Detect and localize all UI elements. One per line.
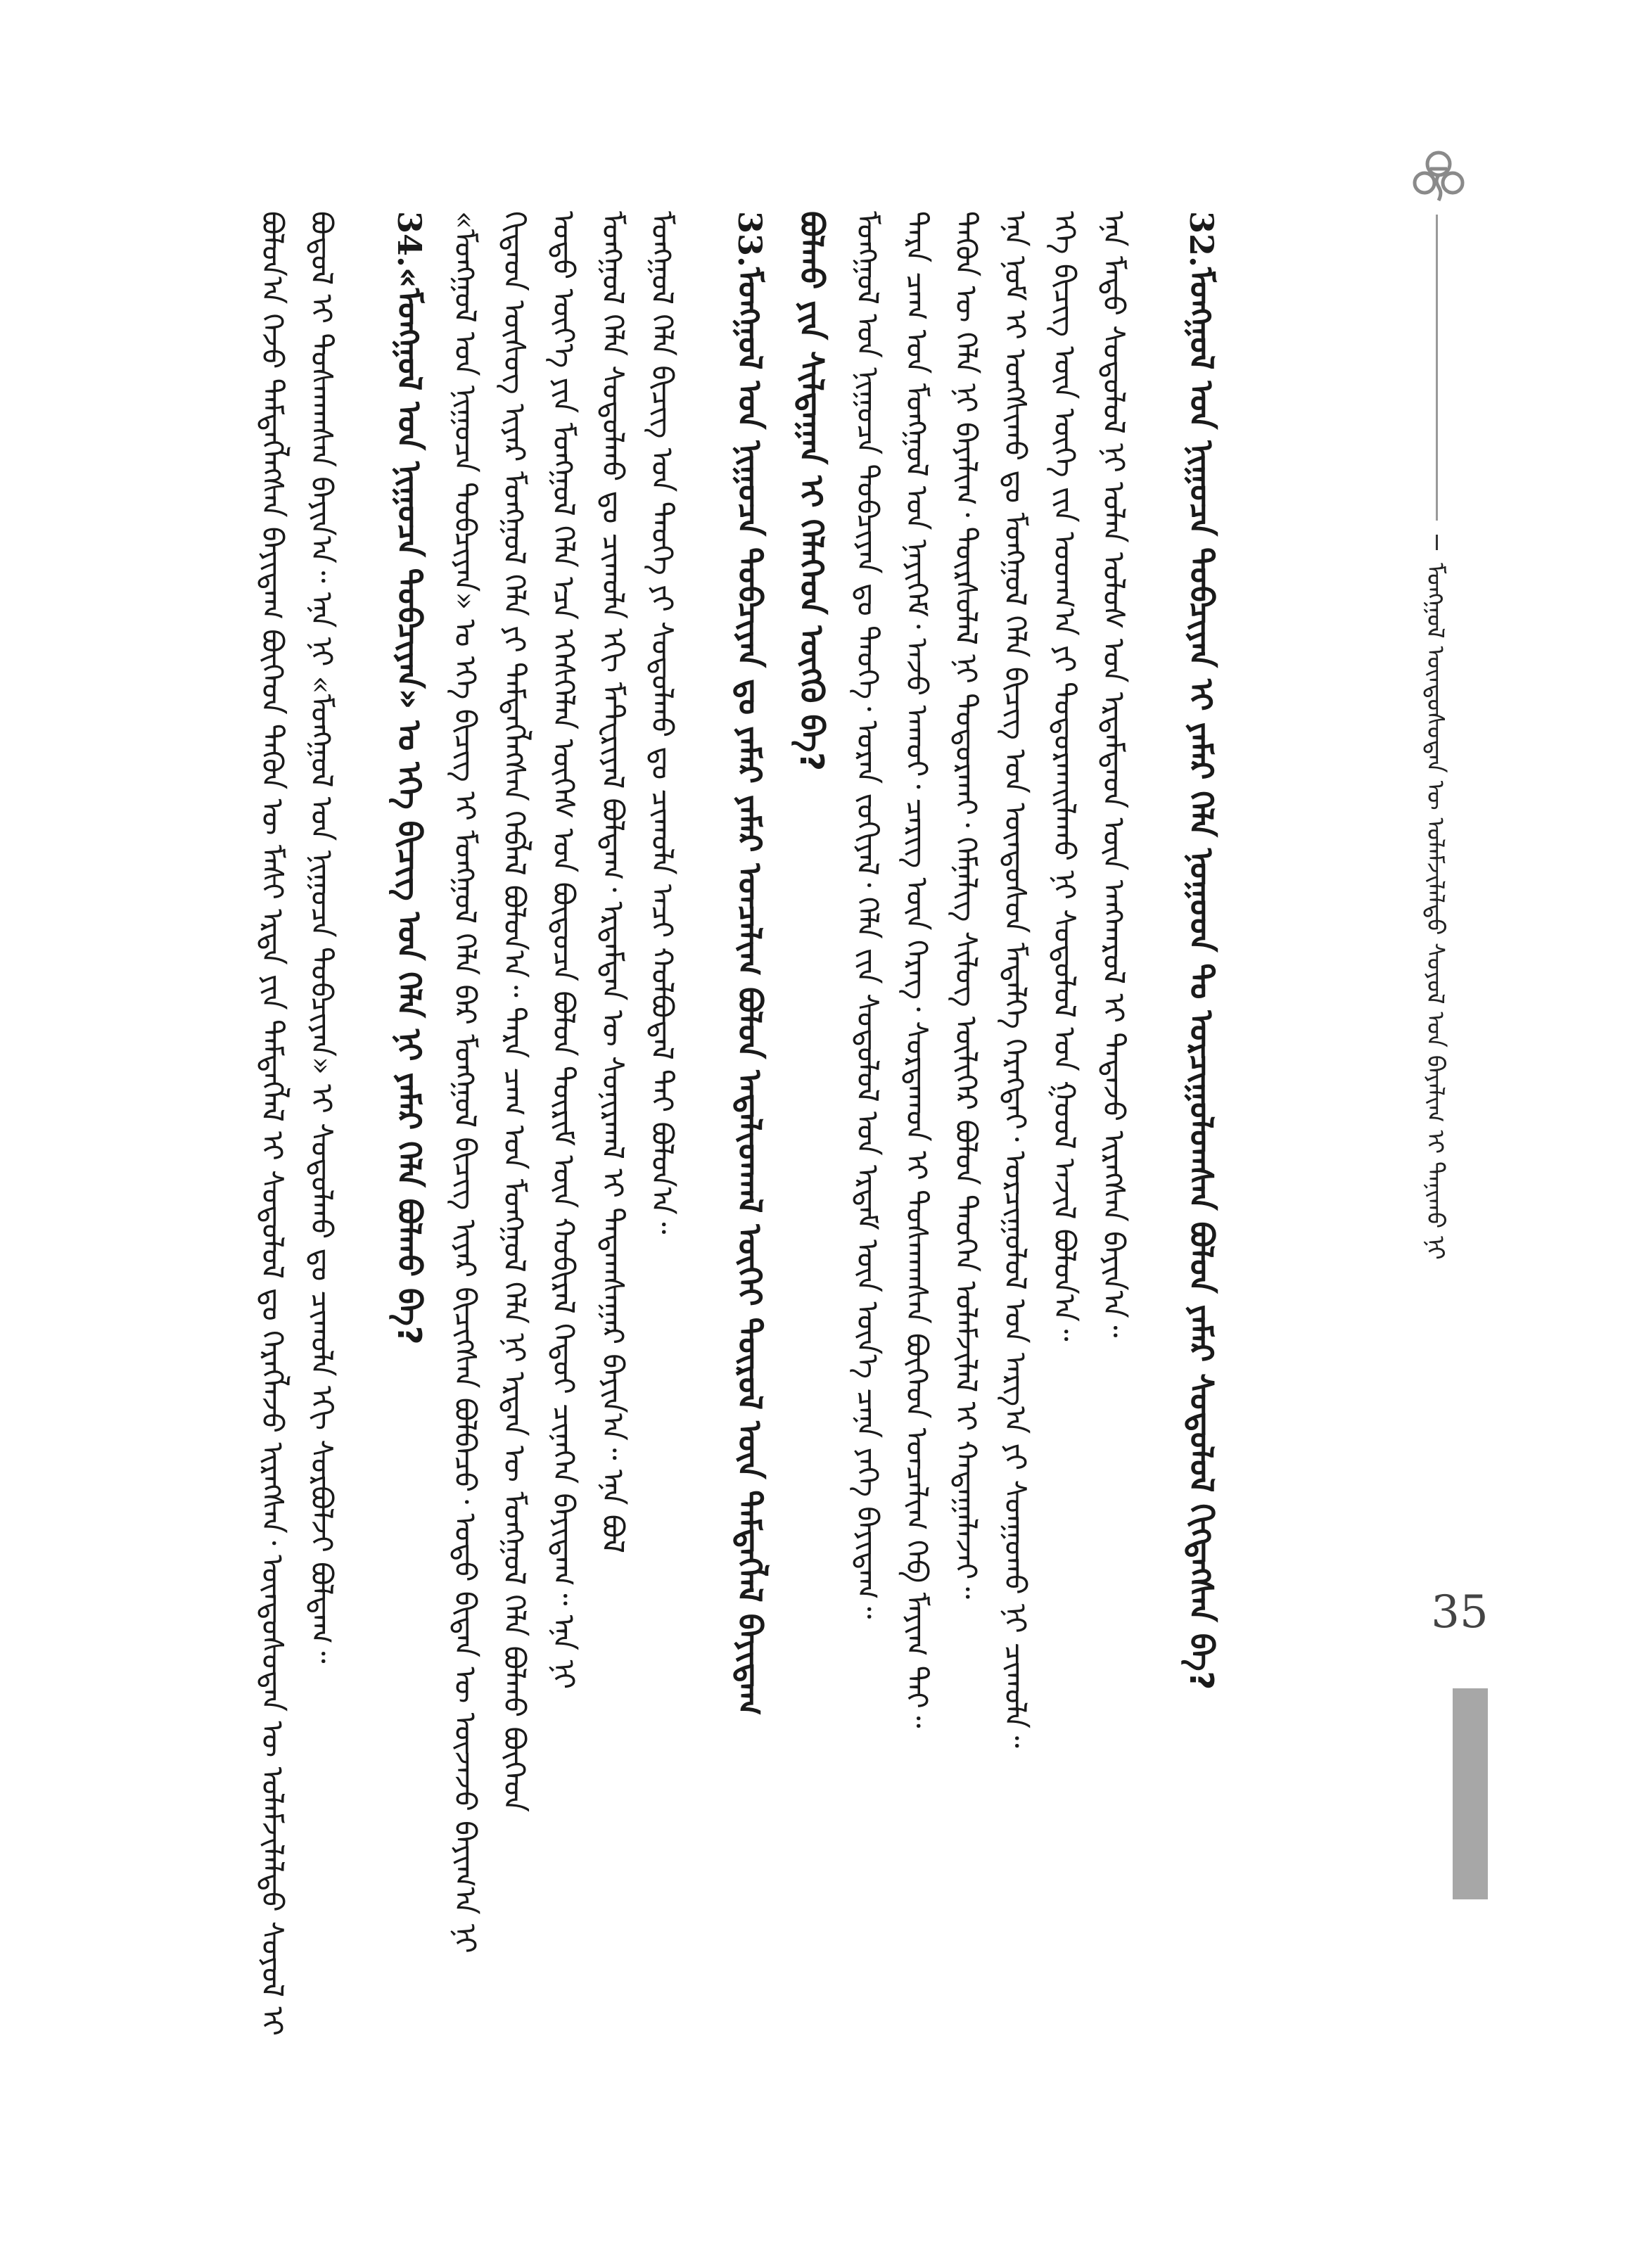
question-number: 32. (1183, 211, 1221, 268)
spacer (346, 211, 378, 2132)
knot-ornament-icon (1403, 144, 1474, 215)
spacer (1138, 211, 1171, 2132)
page-body (248, 211, 1373, 2132)
running-header-title: ᠮᠣᠩᠭᠣᠯ ᠦᠨᠳᠦᠰᠦᠲᠡᠨ ᠦ ᠤᠯᠠᠮᠵᠢᠯᠠᠯᠲᠣ ᠰᠣᠶᠣᠯ ᠤᠨ ᠪᠠᠶᠠᠯᠢᠭ ᠢ ᠲᠠᠨᠢᠬᠤ ᠨᠢ (1421, 563, 1449, 1260)
text-line: ᠪᠣᠳᠤᠯ ᠢ ᠲᠤᠰᠬᠠᠭᠰᠠᠨ ᠪᠠᠶᠢᠨ᠎ᠠ᠃ ᠡᠨᠡ ᠨᠢ «ᠮᠣᠩᠭᠣᠯ ᠤᠨ ᠨᠢᠭᠤᠴᠠ ᠲᠣᠪᠴᠢᠶᠠᠨ» ᠢ ᠰᠤᠳᠤᠯᠬᠤ ᠳᠤ ᠴᠢᠬᠤᠯᠠ ᠡᠬᠢ ᠰᠤᠷᠪᠤᠯᠵᠢ ᠪᠣᠯᠳᠠᠭ᠃ (305, 211, 339, 1664)
question-heading (719, 211, 781, 2132)
answer-line: «ᠮᠣᠩᠭᠣᠯ ᠤᠨ ᠨᠢᠭᠤᠴᠠ ᠲᠣᠪᠴᠢᠶᠠᠨ» ᠤ ᠡᠬᠡ ᠪᠢᠴᠢᠭ ᠢ ᠮᠣᠩᠭᠣᠯ ᠬᠡᠯᠡ ᠪᠡᠷ ᠮᠣᠩᠭᠣᠯ ᠪᠢᠴᠢᠭ ᠢᠶᠡᠷ ᠪᠢᠴᠢᠭᠰᠡᠨ ᠪᠣᠯᠪᠠᠴᠤ᠂ ᠣᠳᠣ ᠪᠢᠳᠡᠨ ᠦ ᠦᠵᠡᠵᠦ ᠪᠠᠶᠢᠭ᠎ᠠ ᠨᠢ (448, 211, 483, 1954)
answer-line: ᠮᠣᠩᠭᠣᠯ ᠬᠡᠯᠡ ᠰᠤᠳᠤᠯᠬᠤ ᠳᠤ ᠴᠢᠬᠤᠯᠠ ᠡᠬᠢ ᠮᠠᠲᠧᠷᠢᠶᠠᠯ ᠪᠣᠯᠳᠠᠭ᠂ ᠡᠷᠳᠡᠮᠲᠡᠨ ᠦ ᠰᠣᠨᠢᠷᠬᠠᠯ ᠢ ᠲᠠᠲᠠᠭᠰᠠᠭᠠᠷ ᠪᠠᠶᠢᠨ᠎ᠠ᠃ ᠡᠨᠡ ᠪᠣᠯ (596, 211, 630, 1554)
header-dash (1436, 535, 1438, 550)
answer-line: ᠡᠨᠡ ᠮᠡᠲᠦ ᠰᠤᠳᠤᠯᠤᠯ ᠨᠢ ᠣᠯᠠᠨ ᠤᠯᠤᠰ ᠤᠨ ᠡᠷᠳᠡᠮᠲᠡᠳ ᠦᠨ ᠠᠩᠬᠠᠷᠤᠯ ᠢ ᠲᠠᠲᠠᠵᠤ ᠢᠷᠡᠭᠰᠡᠨ ᠪᠠᠶᠢᠨ᠎ᠠ᠃ (1097, 211, 1131, 1338)
thumb-tab (1453, 1688, 1488, 1899)
answer-line: ᠡᠬᠡ ᠪᠢᠴᠢᠭ ᠦᠨ ᠦᠭᠡ ᠵᠢᠨ ᠤᠳᠬ᠎ᠠ ᠶᠢ ᠲᠣᠳᠣᠷᠬᠠᠢᠯᠠᠬᠤ ᠨᠢ ᠰᠤᠳᠤᠯᠤᠯ ᠤᠨ ᠭᠣᠣᠯ ᠠᠵᠢᠯ ᠪᠣᠯᠤᠨ᠎ᠠ᠃ (1047, 211, 1082, 1342)
question-number: 34. (390, 211, 428, 268)
spacer (687, 211, 719, 2132)
question-heading (1171, 211, 1232, 2132)
answer-line: ᠡᠨᠡ ᠨᠣᠮ ᠢ ᠤᠩᠰᠢᠬᠤ ᠳᠤ ᠮᠣᠩᠭᠣᠯ ᠬᠡᠯᠡ ᠪᠢᠴᠢᠭ ᠤᠨ ᠦᠨᠳᠦᠰᠦᠨ ᠮᠡᠳᠡᠯᠭᠡ ᠬᠡᠷᠡᠭᠲᠡᠢ᠂ ᠣᠷᠴᠢᠭᠤᠯᠤᠯ ᠤᠨ ᠠᠷᠭ᠎ᠠ ᠶᠢ ᠰᠣᠨᠭᠣᠬᠤ ᠨᠢ ᠴᠢᠬᠤᠯᠠ᠃ (998, 211, 1033, 1748)
question-text: ᠮᠣᠩᠭᠣᠯ ᠤᠨ ᠨᠢᠭᠤᠴᠠ ᠲᠣᠪᠴᠢᠶᠠᠨ ᠳᠤ ᠶᠠᠮᠠᠷ ᠶᠠᠮᠠᠷ ᠣᠨᠴᠠᠯᠢᠭ ᠪᠣᠯᠤᠨ ᠠᠳᠠᠯᠢᠳᠬᠠᠯ ᠦᠭᠡᠢ ᠲᠥᠷᠦᠯ ᠦᠨ ᠲᠡᠮᠳᠡᠭᠯᠡᠯ ᠪᠠᠶᠢᠳᠠᠭ (731, 267, 769, 1716)
answer-line: ᠬᠢᠲᠠᠳ ᠦᠰᠦᠭ ᠢᠶᠡᠷ ᠮᠣᠩᠭᠣᠯ ᠬᠡᠯᠡ ᠶᠢ ᠲᠡᠮᠳᠡᠭᠯᠡᠭᠰᠡᠨ ᠬᠡᠪᠯᠡᠯ ᠪᠣᠯᠤᠨ᠎ᠠ᠃ ᠲᠡᠷᠡ ᠴᠠᠭ ᠤᠨ ᠮᠣᠩᠭᠣᠯ ᠬᠡᠯᠡ ᠨᠢ ᠡᠷᠲᠡᠨ ᠦ ᠮᠣᠩᠭᠣᠯ ᠬᠡᠯᠡ ᠪᠣᠯᠬᠤ ᠪᠥᠭᠡᠳ (497, 211, 532, 1812)
text-line: ᠪᠣᠯᠤᠨ᠎ᠠ ᠭᠡᠵᠦ ᠲᠡᠮᠳᠡᠭᠯᠡᠭᠰᠡᠨ ᠪᠠᠶᠢᠳᠠᠭ ᠪᠥᠭᠡᠳ ᠲᠡᠭᠦᠨ ᠦ ᠮᠠᠰᠢ ᠡᠷᠲᠡ ᠶᠢᠨ ᠲᠡᠮᠳᠡᠭᠯᠡᠯ ᠢ ᠰᠤᠳᠤᠯᠤᠯ ᠳᠤ ᠬᠡᠷᠡᠭᠯᠡᠵᠦ ᠢᠷᠡᠭᠰᠡᠨ᠂ ᠦᠨᠳᠦᠰᠦᠲᠡᠨ ᠦ ᠤᠯᠠᠮᠵᠢᠯᠠᠯᠲᠣ ᠰᠣᠶᠣᠯ ᠢ (255, 211, 290, 2037)
header-rule (1436, 215, 1438, 521)
answer-line: ᠲᠡᠭᠦᠨ ᠦ ᠬᠡᠯᠡ ᠨᠢ ᠪᠠᠶᠠᠯᠢᠭ᠂ ᠳᠦᠷᠰᠦᠯᠡᠯ ᠨᠢ ᠲᠣᠳᠣᠷᠬᠠᠢ᠂ ᠬᠡᠮᠨᠡᠯᠢᠭ ᠰᠢᠯᠦᠭ ᠦᠯᠢᠭᠡᠷ ᠪᠣᠯᠤᠨ ᠲᠡᠦᠬᠡᠨ ᠤᠯᠠᠮᠵᠢᠯᠠᠯ ᠢ ᠬᠠᠳᠠᠭᠠᠯᠠᠵᠠᠶ᠃ (949, 211, 983, 1599)
answer-line: ᠮᠣᠩᠭᠣᠯ ᠤᠨ ᠨᠢᠭᠤᠴᠠ ᠲᠣᠪᠴᠢᠶᠠᠨ ᠳᠤ ᠲᠡᠦᠬᠡ᠂ ᠤᠷᠠᠨ ᠵᠣᠬᠢᠶᠠᠯ᠂ ᠬᠡᠯᠡ ᠵᠢᠨ ᠰᠤᠳᠤᠯᠤᠯ ᠤᠨ ᠡᠷᠳᠡᠮ ᠦᠨ ᠦᠨ᠎ᠡ ᠴᠡᠨᠡ ᠶᠡᠬᠡ ᠪᠠᠶᠢᠳᠠᠭ᠃ (850, 211, 885, 1619)
answer-line: ᠮᠣᠩᠭᠣᠯ ᠬᠡᠯᠡ ᠪᠢᠴᠢᠭ ᠤᠨ ᠲᠡᠦᠬᠡ ᠶᠢ ᠰᠤᠳᠤᠯᠬᠤ ᠳᠤ ᠴᠢᠬᠤᠯᠠ ᠠᠴᠢ ᠬᠣᠯᠪᠣᠳᠠᠯ ᠲᠠᠢ ᠪᠣᠯᠤᠨ᠎ᠠ᠃ (645, 211, 680, 1235)
question-heading-continued: ᠪᠣᠯᠬᠤ ᠶᠢᠨ ᠰᠢᠯᠲᠠᠭᠠᠨ ᠢ ᠬᠡᠯᠡᠭᠡᠳ ᠥᠭᠬᠦ ᠪᠡ? (793, 211, 831, 771)
question-text: ᠮᠣᠩᠭᠣᠯ ᠤᠨ ᠨᠢᠭᠤᠴᠠ ᠲᠣᠪᠴᠢᠶᠠᠨ ᠢ ᠶᠠᠮᠠᠷ ᠬᠡᠯᠡ ᠨᠤᠭᠤᠳ ᠲᠤ ᠣᠷᠴᠢᠭᠤᠯᠤᠭᠰᠠᠨ ᠪᠣᠯᠤᠨ ᠶᠠᠮᠠᠷ ᠰᠤᠳᠤᠯᠤᠯ ᠬᠢᠭᠳᠡᠭᠰᠡᠨ ᠪᠡ? (1183, 267, 1221, 1690)
question-number: 33. (731, 211, 769, 268)
page-number: 35 (1431, 1586, 1489, 1638)
answer-line: ᠲᠡᠷᠡ ᠴᠠᠭ ᠤᠨ ᠮᠣᠩᠭᠣᠯ ᠤᠨ ᠨᠡᠶᠢᠭᠡᠮ᠂ ᠠᠵᠤ ᠠᠬᠤᠢ᠂ ᠴᠡᠷᠢᠭ ᠦᠨ ᠬᠡᠷᠡᠭ᠂ ᠰᠤᠷᠲᠠᠬᠤᠨ ᠢ ᠲᠤᠰᠬᠠᠭᠰᠠᠨ ᠪᠥᠭᠡᠳ ᠣᠨᠴᠠᠯᠢᠭ ᠬᠡᠪ ᠮᠠᠶᠢᠭ ᠲᠠᠢ᠃ (900, 211, 934, 1728)
answer-line: ᠣᠳᠣ ᠦᠶ᠎ᠡ ᠶᠢᠨ ᠮᠣᠩᠭᠣᠯ ᠬᠡᠯᠡ ᠡᠴᠡ ᠡᠭᠡᠰᠬᠡᠯᠡᠨ ᠦᠭᠡᠰ ᠤᠨ ᠪᠦᠲᠦᠴᠡ ᠪᠣᠯᠤᠨ ᠳᠦᠷᠢᠮ ᠦᠨ ᠬᠤᠪᠢᠷᠠᠯ ᠬᠡᠳᠦᠢ ᠴᠢᠨᠡᠭᠡᠨ ᠪᠠᠶᠢᠳᠠᠭ᠃ ᠡᠨᠡ ᠨᠢ (547, 211, 581, 1690)
question-text: «ᠮᠣᠩᠭᠣᠯ ᠤᠨ ᠨᠢᠭᠤᠴᠠ ᠲᠣᠪᠴᠢᠶᠠᠨ» ᠤ ᠡᠬᠡ ᠪᠢᠴᠢᠭ ᠤᠨ ᠬᠡᠯᠡ ᠨᠢ ᠶᠠᠮᠠᠷ ᠬᠡᠯᠡ ᠪᠣᠯᠬᠤ ᠪᠡ? (390, 267, 428, 1345)
question-heading (378, 211, 440, 2132)
